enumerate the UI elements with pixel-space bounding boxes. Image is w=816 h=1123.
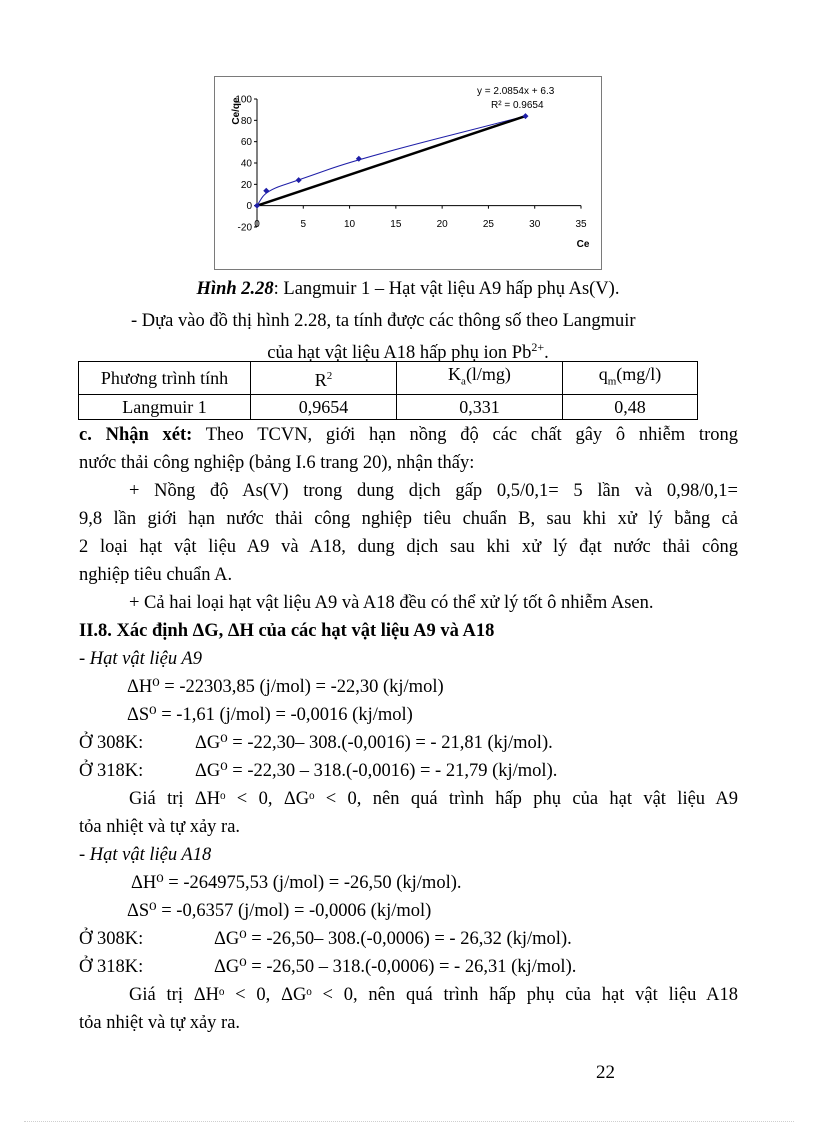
x-tick-label: 25 xyxy=(482,219,494,230)
a9-t2-value: ΔG⁰ = -22,30 – 318.(-0,0016) = - 21,79 (kj/mol). xyxy=(195,761,558,781)
a9-conclusion-2: tỏa nhiệt và tự xảy ra. xyxy=(79,817,241,837)
data-point xyxy=(522,113,528,119)
page-number: 22 xyxy=(596,1062,615,1083)
remark-line-2: nước thải công nghiệp (bảng I.6 trang 20), nhận thấy: xyxy=(79,453,475,473)
caption-label: Hình 2.28 xyxy=(196,279,274,299)
table-row xyxy=(79,394,698,419)
x-tick-label: 35 xyxy=(575,219,587,230)
a9-heading-text: Hạt vật liệu A9 xyxy=(89,649,202,669)
a9-dh: ΔH⁰ = -22303,85 (j/mol) = -22,30 (kj/mol) xyxy=(127,677,444,697)
cell-ka: 0,331 xyxy=(397,394,563,419)
trend-equation-label: y = 2.0854x + 6.3 xyxy=(477,86,555,97)
bullet-2: + Cả hai loại hạt vật liệu A9 và A18 đều có thể xử lý tốt ô nhiễm Asen. xyxy=(129,593,654,613)
a18-ds: ΔS⁰ = -0,6357 (j/mol) = -0,0006 (kj/mol) xyxy=(127,901,432,921)
intro-line-1: - Dựa vào đồ thị hình 2.28, ta tính được các thông số theo Langmuir xyxy=(131,311,636,331)
y-tick-label: 100 xyxy=(235,94,252,106)
a18-conclusion-2: tỏa nhiệt và tự xảy ra. xyxy=(79,1013,241,1033)
intro-line-2-end: . xyxy=(544,343,549,364)
header-r2-sup: 2 xyxy=(326,369,333,382)
x-tick-label: 20 xyxy=(436,219,448,230)
bullet-1-line-2: 9,8 lần giới hạn nước thải công nghiệp tiêu chuẩn B, sau khi xử lý bằng cả xyxy=(79,509,738,529)
bullet-1-line-4: nghiệp tiêu chuẩn A. xyxy=(79,565,233,585)
cell-r2: 0,9654 xyxy=(251,394,397,419)
caption-text: : Langmuir 1 – Hạt vật liệu A9 hấp phụ As(V). xyxy=(273,279,620,299)
header-ka-sub: a xyxy=(461,375,466,388)
trend-line xyxy=(257,116,525,206)
langmuir-params-table xyxy=(78,361,698,420)
data-point xyxy=(296,177,302,183)
a18-t1-label: Ở 308K: xyxy=(79,929,144,949)
page-bottom-divider xyxy=(24,1121,794,1122)
header-r2-text: R xyxy=(314,369,327,390)
a18-conclusion-1: Giá trị ΔHᵒ < 0, ΔGᵒ < 0, nên quá trình hấp phụ của hạt vật liệu A18 xyxy=(129,985,738,1005)
a18-heading: - Hạt vật liệu A18 xyxy=(79,845,212,865)
langmuir-chart xyxy=(214,76,602,270)
x-tick-label: 30 xyxy=(529,219,541,230)
r-squared-label: R² = 0.9654 xyxy=(491,100,544,111)
header-qm-sub: m xyxy=(607,375,617,388)
table-header-row xyxy=(79,362,698,395)
x-tick-label: 10 xyxy=(344,219,356,230)
header-qm xyxy=(563,362,698,395)
x-tick-label: 0 xyxy=(254,219,260,230)
y-tick-label: 80 xyxy=(240,115,252,127)
header-qm-text: q xyxy=(598,364,608,384)
bullet-1-line-1: + Nồng độ As(V) trong dung dịch gấp 0,5/0,1= 5 lần và 0,98/0,1= xyxy=(129,481,738,501)
a18-t2-label: Ở 318K: xyxy=(79,957,144,977)
y-tick-label: 20 xyxy=(240,179,252,191)
header-ka-unit: (l/mg) xyxy=(465,364,511,384)
header-ka-text: K xyxy=(448,364,462,384)
a9-ds: ΔS⁰ = -1,61 (j/mol) = -0,0016 (kj/mol) xyxy=(127,705,413,725)
y-axis-label: Ce/qe xyxy=(231,97,242,125)
section-title: II.8. Xác định ΔG, ΔH của các hạt vật liệu A9 và A18 xyxy=(79,621,495,641)
x-tick-label: 15 xyxy=(390,219,402,230)
bullet-1-line-3: 2 loại hạt vật liệu A9 và A18, dung dịch sau khi xử lý đạt nước thải công xyxy=(79,537,738,557)
chart-svg xyxy=(215,77,601,269)
a9-conclusion-1: Giá trị ΔHᵒ < 0, ΔGᵒ < 0, nên quá trình hấp phụ của hạt vật liệu A9 xyxy=(129,789,738,809)
figure-caption xyxy=(0,279,816,300)
y-tick-label: 60 xyxy=(240,137,252,149)
a9-t1-value: ΔG⁰ = -22,30– 308.(-0,0016) = - 21,81 (kj/mol). xyxy=(195,733,553,753)
header-r2 xyxy=(251,362,397,395)
header-qm-unit: (mg/l) xyxy=(616,364,662,384)
remark-text: Theo TCVN, giới hạn nồng độ các chất gây ô nhiễm trong xyxy=(192,425,738,445)
a9-heading: - Hạt vật liệu A9 xyxy=(79,649,202,669)
x-tick-label: 5 xyxy=(300,219,307,230)
header-ka xyxy=(397,362,563,395)
intro-sup: 2+ xyxy=(531,340,545,354)
header-equation: Phương trình tính xyxy=(79,362,251,395)
a18-t2-value: ΔG⁰ = -26,50 – 318.(-0,0006) = - 26,31 (kj/mol). xyxy=(214,957,577,977)
a18-t1-value: ΔG⁰ = -26,50– 308.(-0,0006) = - 26,32 (kj/mol). xyxy=(214,929,572,949)
intro-line-2-text: của hạt vật liệu A18 hấp phụ ion Pb xyxy=(267,343,532,364)
y-tick-label: 0 xyxy=(246,201,252,213)
cell-equation: Langmuir 1 xyxy=(79,394,251,419)
remark-label: c. Nhận xét: xyxy=(79,425,193,445)
remark-line-1 xyxy=(79,421,738,449)
data-point xyxy=(263,188,269,194)
data-point xyxy=(254,203,260,209)
a18-heading-text: Hạt vật liệu A18 xyxy=(89,845,212,865)
a9-t1-label: Ở 308K: xyxy=(79,733,144,753)
a18-dh: ΔH⁰ = -264975,53 (j/mol) = -26,50 (kj/mol). xyxy=(131,873,462,893)
x-axis-label: Ce xyxy=(576,239,590,250)
y-tick-label: -20 xyxy=(237,222,252,234)
a9-t2-label: Ở 318K: xyxy=(79,761,144,781)
cell-qm: 0,48 xyxy=(563,394,698,419)
y-tick-label: 40 xyxy=(240,158,252,170)
